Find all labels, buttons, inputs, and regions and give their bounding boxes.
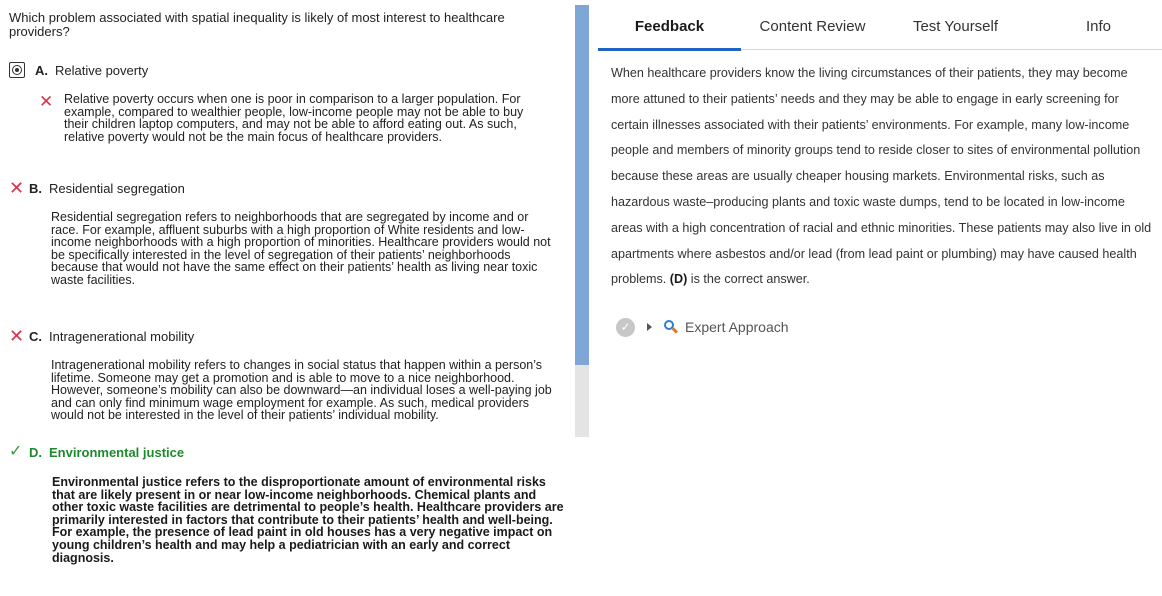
tab-bar [598, 14, 1162, 50]
feedback-body: When healthcare providers know the living circumstances of their patients, they may become more attuned to their patients’ needs and they may be able to engage in early screening for certain illnesses associated with their patients’ environments. For example, many low-income people and members of minority groups tend to reside closer to sites of environmental pollution because these areas are usually cheaper housing markets. Environmental risks, such as hazardous waste–producing plants and toxic waste dumps, tend to be located in low-income areas with a high concentration of racial and ethnic minorities. These patients may also live in old apartments where asbestos and/or lead (from lead paint or plumbing) may have caused health problems. [611, 66, 1152, 287]
option-b-letter: B. [29, 180, 42, 196]
x-icon: ✕ [9, 326, 25, 346]
tab-feedback[interactable]: Feedback [598, 14, 741, 50]
option-b[interactable] [9, 178, 185, 198]
tab-info[interactable]: Info [1085, 18, 1112, 35]
expert-approach-label[interactable]: Expert Approach [685, 319, 789, 335]
question-stem: Which problem associated with spatial inequality is likely of most interest to healthcare providers? [9, 10, 505, 39]
radio-selected-icon[interactable] [9, 62, 25, 78]
feedback-text [611, 61, 1159, 293]
option-a-label: Relative poverty [55, 62, 149, 78]
expert-approach-toggle[interactable] [616, 316, 789, 338]
tab-content-review[interactable]: Content Review [759, 18, 866, 35]
option-d-explanation: Environmental justice refers to the disproportionate amount of environmental risks that are likely present in or near low-income neighborhoods. Chemical plants and other toxic waste facilities are detrimental to people’s health. Healthcare providers are primarily interested in factors that contribute to their patients’ health and well-being. For example, the presence of lead paint in old houses has a very negative impact on young children’s health and may help a pediatrician with an early and correct diagnosis. [52, 475, 564, 565]
option-b-label: Residential segregation [49, 180, 185, 196]
question-pane [0, 0, 575, 596]
option-b-explanation: Residential segregation refers to neighborhoods that are segregated by income and or race. For example, affluent suburbs with a high proportion of White residents and low-income neighborhoods with a high proportion of minorities. Healthcare providers would not be specifically interested in the level of segregation of their patients’ neighborhoods because that would not have the same effect on their patients’ health as living near toxic waste facilities. [51, 210, 551, 287]
option-a[interactable] [9, 60, 148, 80]
option-c-explanation: Intragenerational mobility refers to changes in social status that happen within a person’s lifetime. Someone may get a promotion and is able to move to a nice neighborhood. However, someone’s mobility can also be downward—an individual loses a well-paying job and can only find minimum wage employment for example. As such, medical providers would not be interested in the level of their patients’ individual mobility. [51, 358, 552, 423]
checkmark-icon: ✓ [9, 443, 23, 460]
check-circle-icon: ✓ [616, 318, 635, 337]
option-d[interactable] [9, 442, 184, 462]
option-a-explanation: Relative poverty occurs when one is poor in comparison to a larger population. For example, compared to wealthier people, low-income people may not be able to buy their children laptop computers, and may not be able to afford eating out. As such, relative poverty would not be the main focus of healthcare providers. [64, 92, 524, 144]
option-c[interactable] [9, 326, 194, 346]
feedback-pane [598, 0, 1162, 596]
caret-right-icon[interactable] [647, 323, 652, 331]
tab-test-yourself[interactable]: Test Yourself [912, 18, 999, 35]
option-c-label: Intragenerational mobility [49, 328, 195, 344]
x-icon: ✕ [9, 178, 25, 198]
option-d-letter: D. [29, 444, 42, 460]
scrollbar-thumb[interactable] [575, 5, 589, 365]
scrollbar-track[interactable] [575, 5, 589, 437]
feedback-answer-suffix: is the correct answer. [687, 272, 810, 287]
x-icon: ✕ [39, 92, 54, 111]
option-a-letter: A. [35, 62, 48, 78]
option-d-label: Environmental justice [49, 444, 185, 460]
correct-answer-ref: (D) [669, 272, 688, 287]
magnifier-icon [664, 320, 678, 334]
option-c-letter: C. [29, 328, 42, 344]
